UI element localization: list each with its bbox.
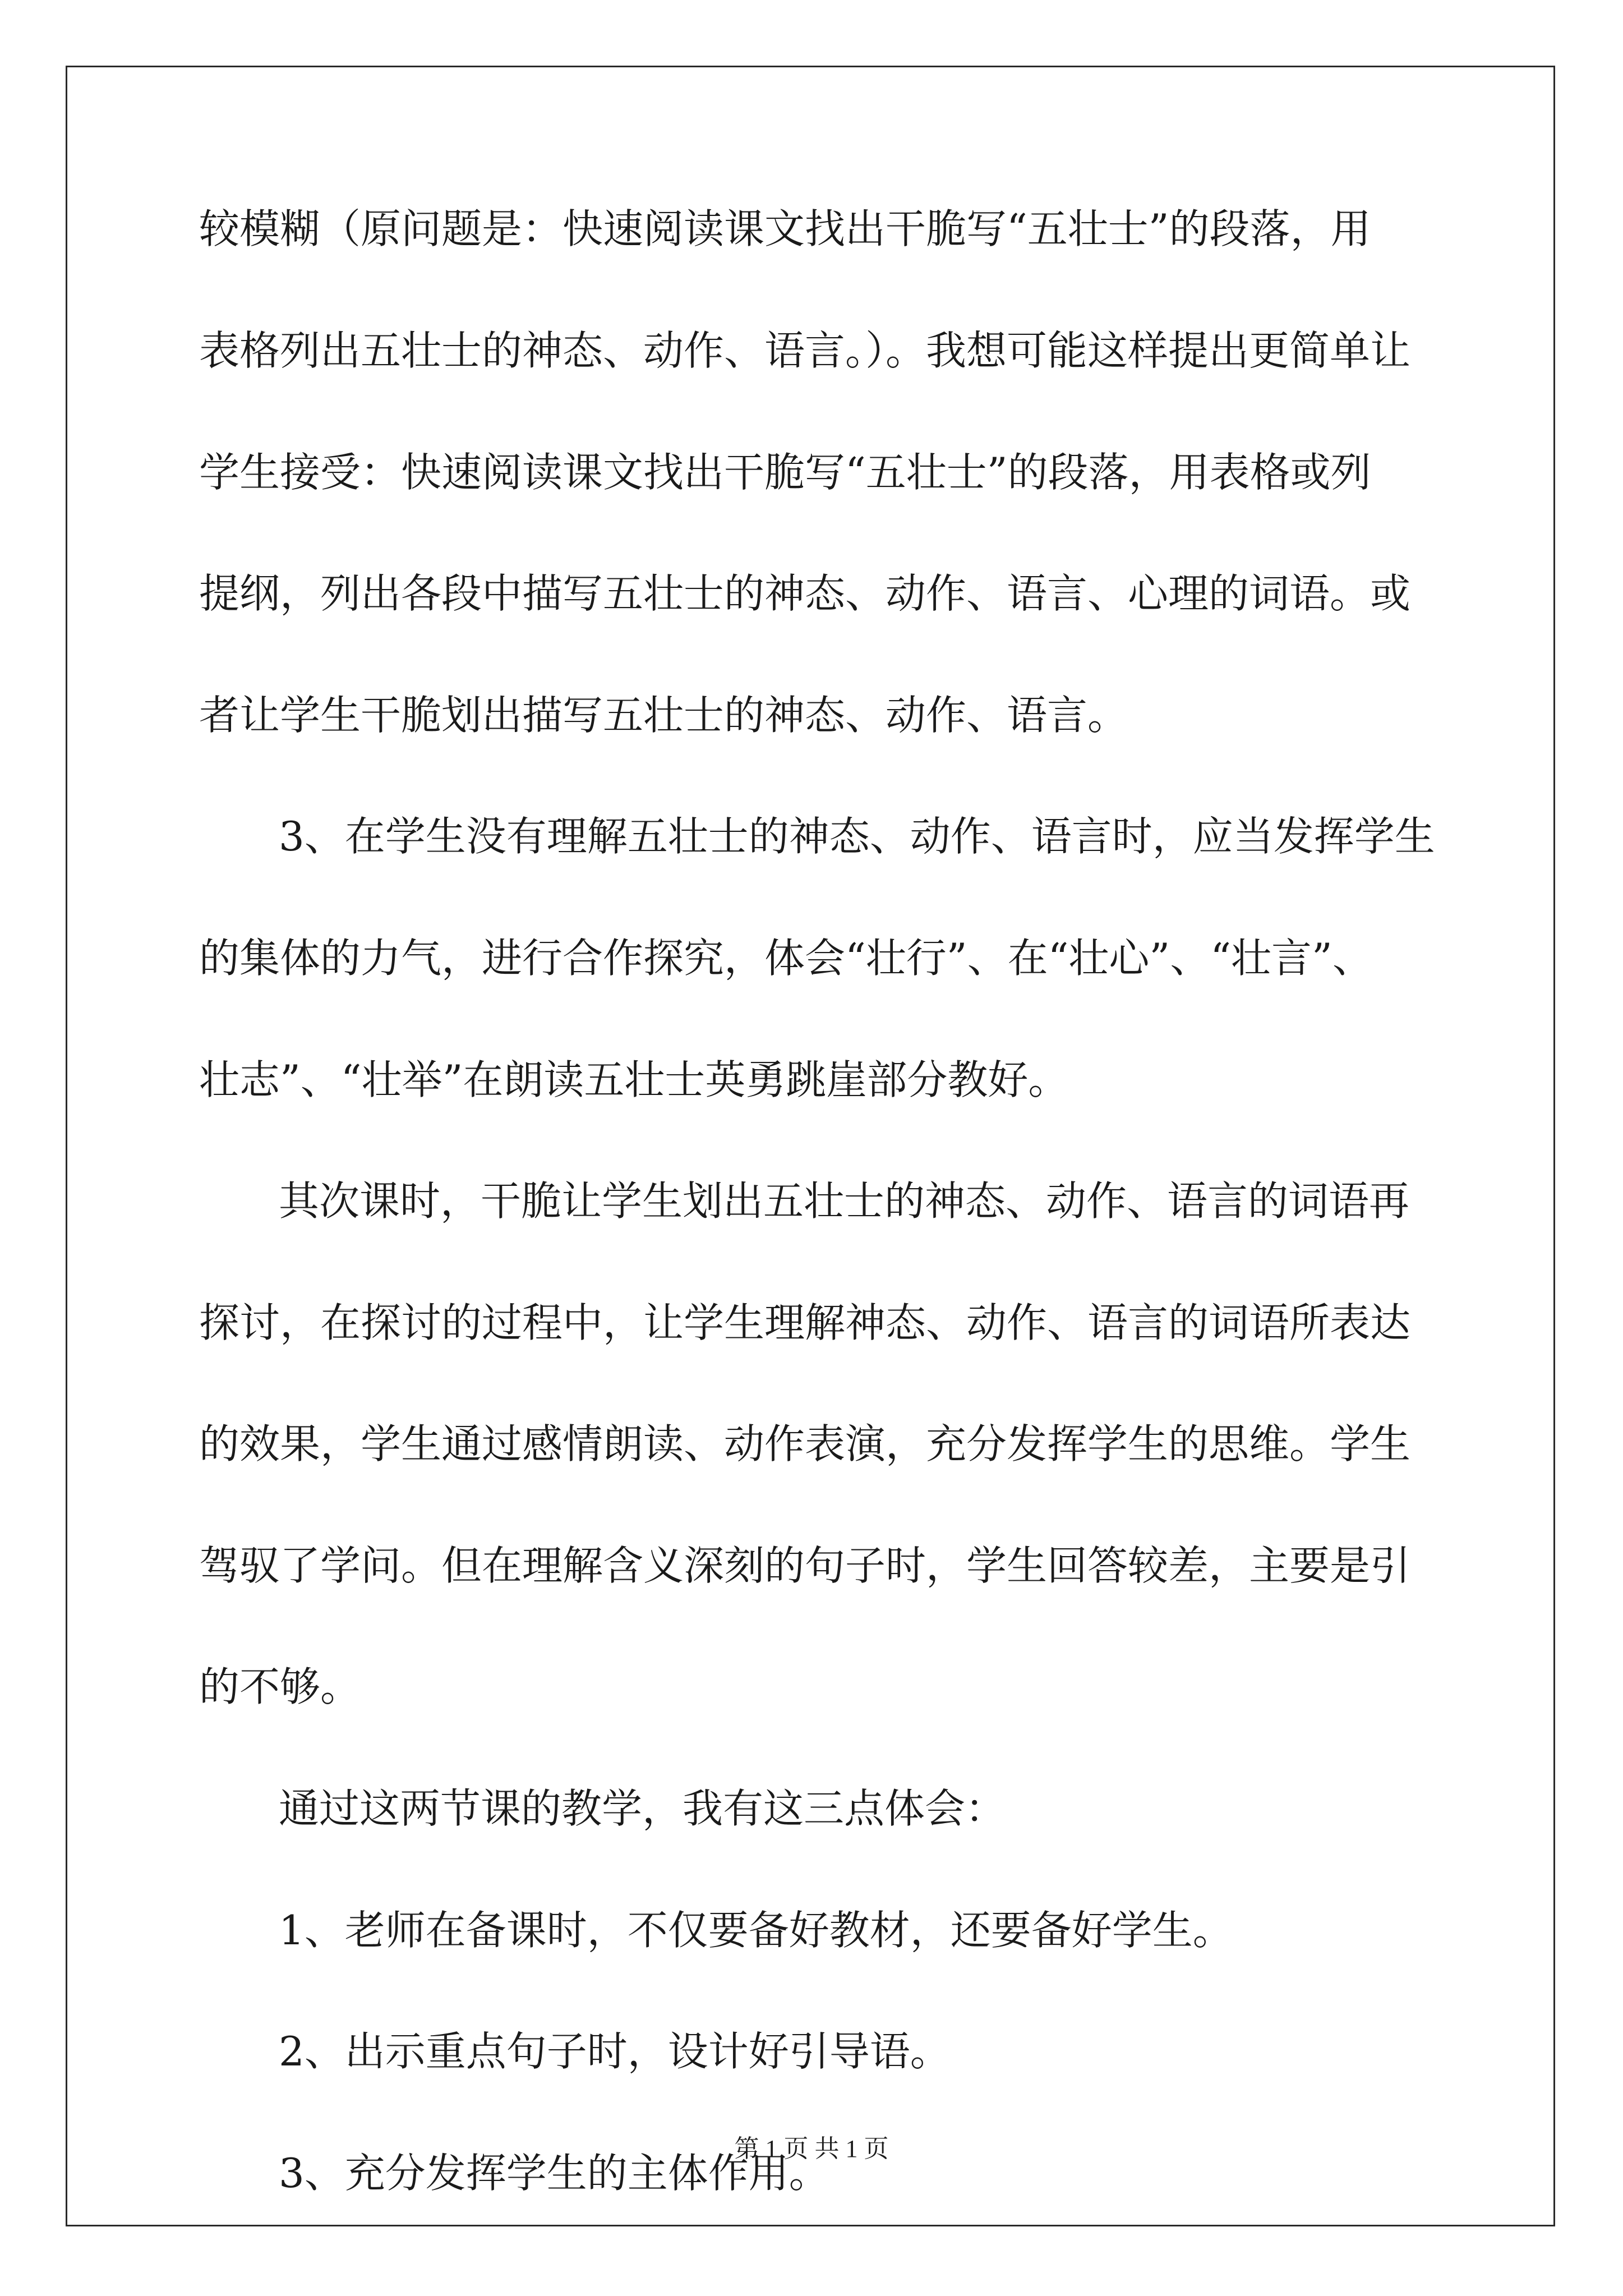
text-line: 者让学生干脆划出描写五壮士的神态、动作、语言。: [199, 692, 1128, 739]
text-line: 的集体的力气，进行合作探究，体会“壮行”、在“壮心”、“壮言”、: [199, 935, 1373, 982]
text-line: 驾驭了学问。但在理解含义深刻的句子时，学生回答较差，主要是引: [199, 1542, 1411, 1589]
text-line: 壮志”、“壮举”在朗读五壮士英勇跳崖部分教好。: [199, 1056, 1069, 1103]
text-line: 较模糊（原问题是：快速阅读课文找出干脆写“五壮士”的段落，用: [199, 205, 1371, 252]
text-line: 3、在学生没有理解五壮士的神态、动作、语言时，应当发挥学生: [279, 813, 1435, 860]
text-line: 的不够。: [199, 1663, 361, 1710]
text-line: 提纲，列出各段中描写五壮士的神态、动作、语言、心理的词语。或: [199, 570, 1411, 617]
text-line: 的效果，学生通过感情朗读、动作表演，充分发挥学生的思维。学生: [199, 1420, 1411, 1467]
text-line: 学生接受：快速阅读课文找出干脆写“五壮士”的段落，用表格或列: [199, 449, 1371, 496]
document-body: [199, 205, 1436, 2197]
text-line: 其次课时，干脆让学生划出五壮士的神态、动作、语言的词语再: [279, 1177, 1410, 1225]
text-line: 2、出示重点句子时，设计好引导语。: [279, 2028, 951, 2075]
text-line: 1、老师在备课时，不仅要备好教材，还要备好学生。: [279, 1907, 1233, 1954]
text-line: 探讨，在探讨的过程中，让学生理解神态、动作、语言的词语所表达: [199, 1299, 1411, 1346]
text-line: 3、充分发挥学生的主体作用。: [279, 2150, 829, 2197]
page-footer: 第 1 页 共 1 页: [734, 2135, 889, 2162]
text-line: 表格列出五壮士的神态、动作、语言。）。我想可能这样提出更简单让: [199, 327, 1411, 374]
text-line: 通过这两节课的教学，我有这三点体会：: [279, 1785, 1006, 1832]
